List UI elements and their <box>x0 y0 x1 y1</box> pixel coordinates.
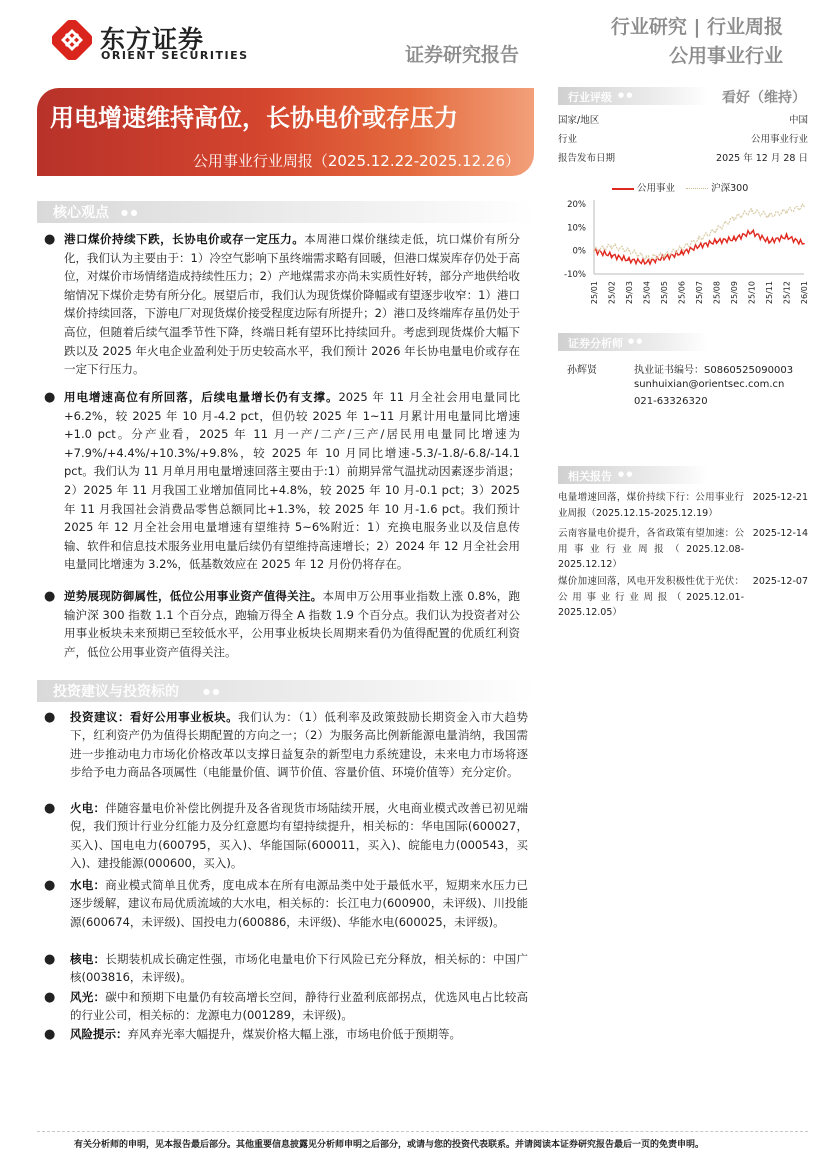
data-point <box>751 210 753 212</box>
data-point <box>646 262 648 264</box>
data-point <box>716 241 718 243</box>
y-tick-label: 10% <box>567 223 586 234</box>
analyst-phone: 021-63326320 <box>634 396 708 407</box>
section-dots-icon: ● ● <box>618 470 633 478</box>
related-label: 相关报告 <box>568 470 612 483</box>
report-title: 用电增速维持高位，长协电价或存压力 <box>50 104 458 132</box>
legend-swatch-hs300 <box>686 188 708 189</box>
y-tick-label: -10% <box>564 270 586 280</box>
bullet-icon: ● <box>44 1027 56 1042</box>
x-tick-label: 25/01 <box>590 281 599 305</box>
core-section-title: 核心观点 <box>53 205 109 221</box>
title-banner <box>37 88 534 176</box>
analyst-header <box>558 333 708 351</box>
bullet-icon: ● <box>44 878 56 893</box>
data-point <box>768 215 770 217</box>
footer-divider <box>37 1131 808 1132</box>
bullet-icon: ● <box>44 952 56 967</box>
rating-value: 看好（维持） <box>722 90 806 106</box>
section-dots-icon: ● ● <box>628 337 643 345</box>
invest-point-4: 核电：长期装机成长确定性强，市场化电量电价下行风险已充分释放，相关标的：中国广核(003816，未评级)。 <box>70 952 528 985</box>
rating-header <box>558 87 708 105</box>
x-tick-label: 25/08 <box>712 281 722 305</box>
data-point <box>593 250 595 252</box>
y-tick-label: 0% <box>572 246 586 257</box>
bullet-icon: ● <box>44 589 56 604</box>
invest-point-5: 风光：碳中和预期下电量仍有较高增长空间，静待行业盈利底部拐点，优选风电占比较高的行业公司，相关标的：龙源电力(001289，未评级)。 <box>70 990 528 1023</box>
bullet-icon: ● <box>44 801 56 816</box>
data-point <box>786 236 788 238</box>
core-point-1: 港口煤价持续下跌，长协电价或存一定压力。本周港口煤价继续走低，坑口煤价有所分化，我们认为主要由于：1）冷空气影响下虽终端需求略有回暖，但港口煤炭库存仍处于高位，对煤价市场情绪造成持续性压力；2）产地煤需求亦尚未实质性好转，部分产地供给收缩情况下煤价走势有所分化。展望后市，我们认为现货煤价降幅或有望逐步收窄：1）港口煤价持续回落，下游电厂对现货煤价接受程度边际有所提升；2）港口及终端库存虽仍处于高位，但随着后续气温季节性下降，终端日耗有望环比持续回升。考虑到现货煤价大幅下跌以及 2025 年火电企业盈利处于历史较高水平，我们预计 2026 年长协电量电价或存在一定下行压力。 <box>64 232 521 377</box>
legend-swatch-utilities <box>612 188 634 190</box>
data-point <box>698 245 700 247</box>
data-point <box>681 252 683 254</box>
data-point <box>698 238 700 240</box>
invest-point-6: 风险提示：弃风弃光率大幅提升，煤炭价格大幅上涨，市场电价低于预期等。 <box>70 1027 461 1041</box>
footer-disclaimer: 有关分析师的申明，见本报告最后部分。其他重要信息披露见分析师申明之后部分，或请与您的投资代表联系。并请阅读本证券研究报告最后一页的免责申明。 <box>74 1140 705 1150</box>
x-tick-label: 26/01 <box>800 281 809 305</box>
core-section-header <box>37 201 534 223</box>
data-point <box>628 250 630 252</box>
data-point <box>751 231 753 233</box>
invest-point-3: 水电：商业模式简单且优秀，度电成本在所有电源品类中处于最低水平，短期来水压力已逐步缓解，建议布局优质流域的大水电，相关标的：长江电力(600900，未评级)、川投能源(600674，未评级)、国投电力(600886，未评级)、华能水电(600025，未评级)。 <box>70 878 528 929</box>
related-header <box>558 466 708 484</box>
bullet-icon: ● <box>44 390 56 405</box>
analyst-email[interactable]: sunhuixian@orientsec.com.cn <box>634 379 785 390</box>
x-tick-label: 25/05 <box>660 281 669 305</box>
report-subtitle: 公用事业行业周报（2025.12.22-2025.12.26） <box>192 152 520 170</box>
data-point <box>768 241 770 243</box>
analyst-label: 证券分析师 <box>568 337 623 350</box>
report-type-tag: 证券研究报告 <box>405 44 520 66</box>
core-point-2: 用电增速高位有所回落，后续电量增长仍有支撑。2025 年 11 月全社会用电量同比+6.2%，较 2025 年 10 月-4.2 pct，但仍较 2025 年 1~11 月累计用电量同比增速+1.0 pct。分产业看，2025 年 11 月一产/二产/三产/居民用电量同比增速为+7.9%/+4.4%/+10.3%/+9.8%，较 2025 年 10 月同比增速-5.3/-1.8/-6.8/-14.1 pct。我们认为 11 月单月用电量增速回落主要由于:1）前期异常气温扰动因素逐步消退；2）2025 年 11 月我国工业增加值同比+4.8%，较 2025 年 10 月-0.1 pct；3）2025 年 11 月我国社会消费品零售总额同比+1.3%，较 2025 年 10 月-1.6 pct。我们预计 2025 年 12 月全社会用电量增速有望维持 5~6%附近：1）充换电服务业以及信息传输、软件和信息技术服务业用电量后续仍有望维持高速增长；2）2024 年 12 月全社会用电量同比增速为 3.2%，低基数效应在 2025 年 12 月份仍将存在。 <box>64 390 520 572</box>
core-point-3: 逆势展现防御属性，低位公用事业资产值得关注。本周申万公用事业指数上涨 0.8%，跑输沪深 300 指数 1.1 个百分点，跑输万得全 A 指数 1.9 个百分点。我们认为投资者对公用事业板块未来预期已至较低水平，公用事业板块长周期来看仍为值得配置的优质红利资产，低位公用事业资产值得关注。 <box>64 589 521 659</box>
data-point <box>611 245 613 247</box>
bullet-icon: ● <box>44 232 56 247</box>
invest-section-title: 投资建议与投资标的 <box>53 684 179 700</box>
section-dots-icon: ● ● <box>618 91 633 99</box>
data-point <box>803 243 805 245</box>
data-point <box>733 217 735 219</box>
data-point <box>628 259 630 261</box>
info-row-industry: 行业 公用事业行业 <box>558 134 808 145</box>
analyst-name: 孙辉贤 <box>567 365 597 376</box>
invest-point-2: 火电：伴随容量电价补偿比例提升及各省现货市场陆续开展，火电商业模式改善已初见端倪，我们预计行业分红能力及分红意愿均有望持续提升，相关标的：华电国际(600027，买入)、国电电力(600795，买入)、华能国际(600011，买入)、皖能电力(000543，买入)、建投能源(000600，买入)。 <box>70 801 528 871</box>
y-tick-label: 20% <box>567 200 586 210</box>
section-dots-icon: ● ● <box>203 687 220 696</box>
rating-label: 行业评级 <box>568 91 612 104</box>
analyst-cert: 执业证书编号：S0860525090003 <box>634 365 794 376</box>
bullet-icon: ● <box>44 710 56 725</box>
x-tick-label: 25/06 <box>677 281 687 305</box>
orient-securities-logo-icon <box>52 20 92 60</box>
x-tick-label: 25/07 <box>695 281 704 305</box>
x-tick-label: 25/04 <box>642 281 652 305</box>
report-category: 行业研究 | 行业周报 <box>610 16 783 38</box>
bullet-icon: ● <box>44 990 56 1005</box>
legend-label-hs300: 沪深300 <box>711 183 749 194</box>
data-point <box>803 206 805 208</box>
section-dots-icon: ● ● <box>121 208 138 217</box>
logo-cn-text: 东方证券 <box>100 25 205 54</box>
related-report-2[interactable]: 云南容量电价提升，各省政策有望加速：公用事业行业周报（2025.12.08-2025.12.12） 2025-12-14 <box>558 528 808 570</box>
data-point <box>646 257 648 259</box>
x-tick-label: 25/11 <box>765 281 774 305</box>
info-row-region: 国家/地区 中国 <box>558 115 808 126</box>
data-point <box>733 238 735 240</box>
data-point <box>716 229 718 231</box>
logo-en-text: ORIENT SECURITIES <box>101 49 249 62</box>
x-tick-label: 25/03 <box>625 281 634 305</box>
related-report-1[interactable]: 电量增速回落，煤价持续下行：公用事业行业周报（2025.12.15-2025.12.19） 2025-12-21 <box>558 492 808 519</box>
invest-point-1: 投资建议：看好公用事业板块。我们认为：（1）低利率及政策鼓励长期资金入市大趋势下，红利资产仍为值得长期配置的方向之一；（2）为服务高比例新能源电量消纳，我国需进一步推动电力市场化价格改革以支撑日益复杂的新型电力系统建设，未来电力市场将逐步给予电力商品各项属性（电能量价值、调节价值、容量价值、环境价值等）充分定价。 <box>70 710 528 780</box>
performance-chart <box>556 192 810 322</box>
data-point <box>786 210 788 212</box>
invest-section-header <box>37 680 534 702</box>
data-point <box>681 248 683 250</box>
info-row-date: 报告发布日期 2025 年 12 月 28 日 <box>558 153 808 164</box>
x-tick-label: 25/09 <box>730 281 739 305</box>
x-tick-label: 25/10 <box>747 281 757 305</box>
x-tick-label: 25/02 <box>607 281 617 305</box>
industry-name: 公用事业行业 <box>668 45 783 67</box>
related-report-3[interactable]: 煤价加速回落，风电开发积极性优于光伏：公用事业行业周报（2025.12.01-2025.12.05） 2025-12-07 <box>558 576 808 618</box>
legend-label-utilities: 公用事业 <box>637 183 676 194</box>
x-tick-label: 25/12 <box>782 281 792 305</box>
data-point <box>663 255 665 257</box>
series-line-hs300 <box>594 204 804 259</box>
data-point <box>611 255 613 257</box>
